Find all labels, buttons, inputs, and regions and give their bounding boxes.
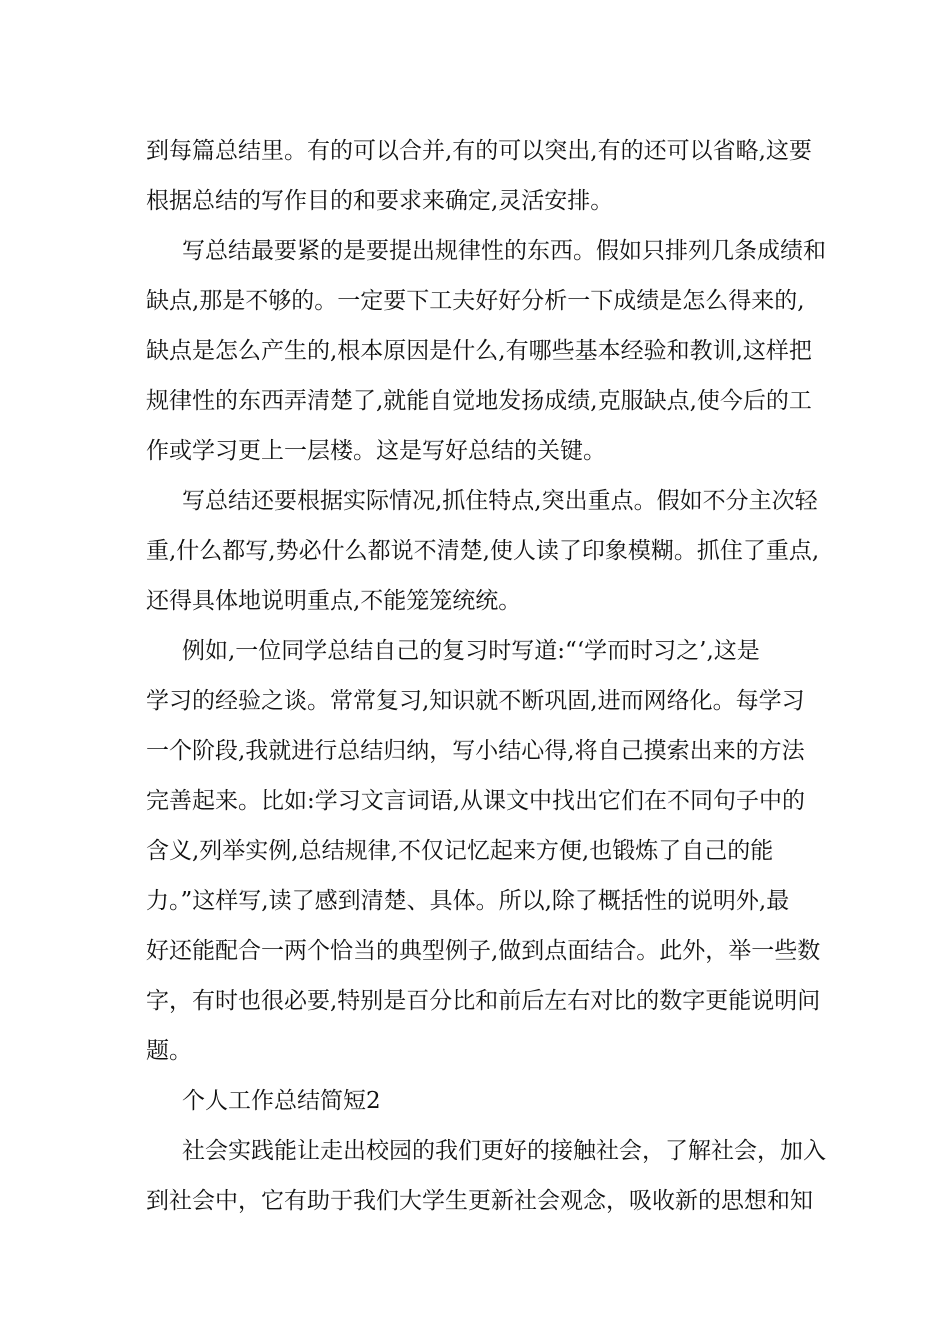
text-line: 含义,列举实例,总结规律,不仅记忆起来方便,也锻炼了自己的能	[146, 838, 774, 864]
text-line: 重,什么都写,势必什么都说不清楚,使人读了印象模糊。抓住了重点,	[146, 538, 820, 564]
paragraph-start-line: 写总结还要根据实际情况,抓住特点,突出重点。假如不分主次轻	[182, 488, 818, 514]
text-line: 作或学习更上一层楼。这是写好总结的关键。	[146, 438, 606, 464]
text-line: 缺点是怎么产生的,根本原因是什么,有哪些基本经验和教训,这样把	[146, 338, 812, 364]
text-line: 到社会中，它有助于我们大学生更新社会观念，吸收新的思想和知	[146, 1188, 813, 1214]
text-line: 学习的经验之谈。常常复习,知识就不断巩固,进而网络化。每学习	[146, 688, 805, 714]
section-heading: 个人工作总结简短2	[182, 1088, 381, 1114]
text-line: 题。	[146, 1038, 192, 1064]
document-body	[146, 126, 826, 1226]
text-line: 规律性的东西弄清楚了,就能自觉地发扬成绩,克服缺点,使今后的工	[146, 388, 812, 414]
text-line: 还得具体地说明重点,不能笼笼统统。	[146, 588, 522, 614]
text-line: 到每篇总结里。有的可以合并,有的可以突出,有的还可以省略,这要	[146, 138, 812, 164]
text-line: 缺点,那是不够的。一定要下工夫好好分析一下成绩是怎么得来的,	[146, 288, 805, 314]
text-line: 好还能配合一两个恰当的典型例子,做到点面结合。此外，举一些数	[146, 938, 821, 964]
text-line: 完善起来。比如:学习文言词语,从课文中找出它们在不同句子中的	[146, 788, 806, 814]
paragraph-start-line: 写总结最要紧的是要提出规律性的东西。假如只排列几条成绩和	[182, 238, 826, 264]
text-line: 力。”这样写,读了感到清楚、具体。所以,除了概括性的说明外,最	[146, 888, 790, 914]
paragraph-start-line: 社会实践能让走出校园的我们更好的接触社会，了解社会，加入	[182, 1138, 826, 1164]
paragraph-start-line: 例如,一位同学总结自己的复习时写道:“‘学而时习之’,这是	[182, 638, 760, 664]
text-line: 根据总结的写作目的和要求来确定,灵活安排。	[146, 188, 614, 214]
text-line: 一个阶段,我就进行总结归纳，写小结心得,将自己摸索出来的方法	[146, 738, 805, 764]
text-line: 字，有时也很必要,特别是百分比和前后左右对比的数字更能说明问	[146, 988, 821, 1014]
